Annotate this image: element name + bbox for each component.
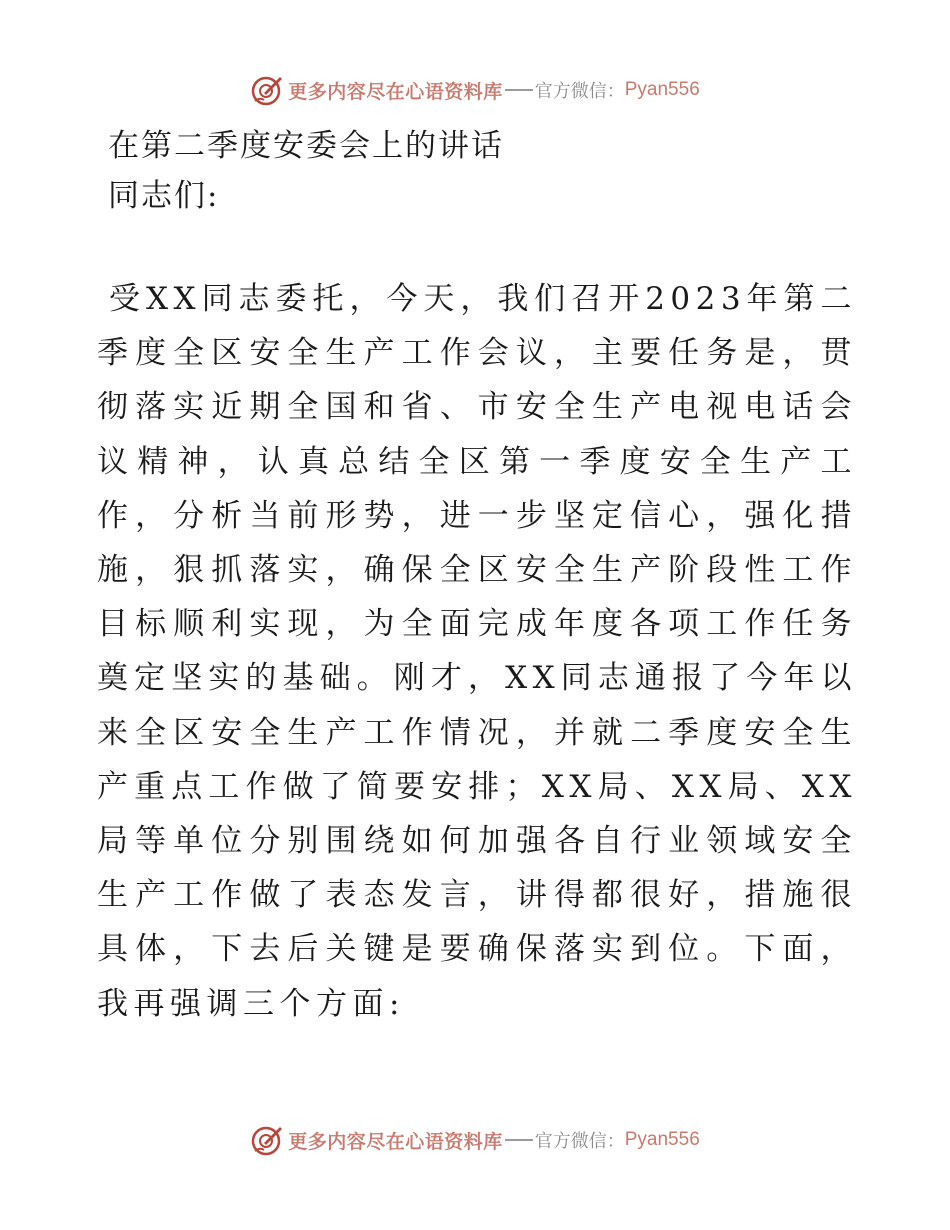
salutation: 同志们:	[108, 178, 220, 214]
watermark-wechat-label: 官方微信：	[534, 81, 625, 102]
watermark-wechat-id: Pyan556	[624, 79, 700, 100]
watermark-dash	[505, 1139, 533, 1141]
document-title: 在第二季度安委会上的讲话	[108, 128, 504, 164]
pen-logo-icon	[250, 73, 284, 107]
header-watermark	[0, 70, 950, 110]
pen-logo-icon	[250, 1123, 284, 1157]
watermark-wechat-id: Pyan556	[624, 1129, 700, 1150]
footer-watermark	[0, 1120, 950, 1160]
watermark-text: 更多内容尽在心语资料库	[288, 1130, 503, 1153]
watermark-dash	[505, 89, 533, 91]
body-paragraph: 受XX同志委托，今天，我们召开2023年第二季度全区安全生产工作会议，主要任务是，贯彻落实近期全国和省、市安全生产电视电话会议精神，认真总结全区第一季度安全生产工作，分析当前形势，进一步坚定信心，强化措施，狠抓落实，确保全区安全生产阶段性工作目标顺利实现，为全面完成年度各项工作任务奠定坚实的基础。刚才，XX同志通报了今年以来全区安全生产工作情况，并就二季度安全生产重点工作做了简要安排；XX局、XX局、XX局等单位分别围绕如何加强各自行业领域安全生产工作做了表态发言，讲得都很好，措施很具体，下去后关键是要确保落实到位。下面，我再强调三个方面:	[97, 281, 857, 1022]
watermark-wechat-label: 官方微信：	[534, 1131, 625, 1152]
watermark-text: 更多内容尽在心语资料库	[288, 80, 503, 103]
